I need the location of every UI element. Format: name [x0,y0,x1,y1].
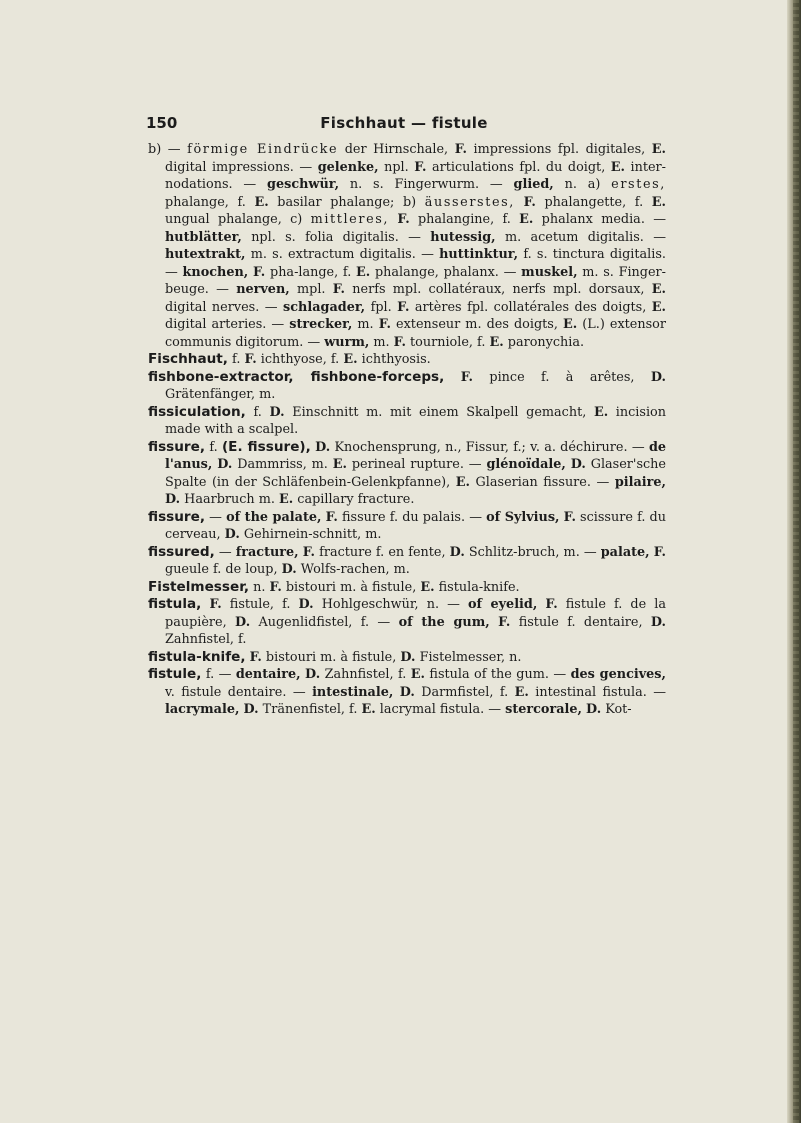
entry-headword: (E. fissure), [221,438,311,455]
entry-text: fpl. [365,299,398,315]
bold-term: of the gum, [398,614,490,630]
entry-headword: fissured, [148,543,215,560]
bold-term: E. [651,194,666,210]
bold-term: F. [269,579,282,595]
bold-term: hutextrakt, [165,247,246,262]
entry-headword: Fischhaut, [148,351,228,367]
bold-term: D. [269,404,285,420]
entry-text: gueule f. de loup, [165,562,282,577]
bold-term: E. [343,352,358,367]
entry-text: äusserstes, [424,194,515,210]
entry-text [515,195,524,210]
bold-term: huttinktur, [439,247,519,262]
entry-text: artères fpl. collatérales des doigts, [409,299,652,315]
entry-text: ichthyosis. [357,352,431,367]
dictionary-entries [148,141,666,719]
entry-text: Hohlgeschwür, n. — [313,597,468,612]
dictionary-entry [148,543,666,579]
bold-term: E. [332,457,347,472]
dictionary-entry [148,578,666,597]
entry-text: förmige Eindrücke [187,142,339,157]
bold-term: hutessig, [430,229,496,245]
bold-term: D. [650,369,666,385]
page-number: 150 [146,114,178,132]
entry-text: fissure f. du palais. — [337,509,487,525]
bold-term: F. [523,194,536,210]
entry-text: Haarbruch m. [180,492,280,507]
bold-term: F. [454,142,467,157]
dictionary-entry [148,351,666,369]
bold-term: E. [489,334,504,350]
entry-text: digital impressions. — [165,159,318,175]
running-head: Fischhaut — fistule [320,114,488,132]
bold-term: glied, [513,177,554,192]
entry-text: — [205,509,227,525]
bold-term: geschwür, [267,177,340,192]
bold-term: E. [651,142,666,157]
bold-term: D. [235,614,251,630]
entry-text: f. [205,439,222,455]
bold-term: of eyelid, [467,597,538,612]
dictionary-entry [148,648,666,667]
entry-text: Dammriss, m. [232,457,333,472]
bold-term: F. [545,597,558,612]
entry-text: n. a) [553,177,612,192]
bold-term: D. [586,702,602,717]
bold-term: E. [593,404,609,420]
bold-term: D. [224,527,240,542]
entry-text: phalanx media. — [533,212,666,227]
bold-term: F. [498,614,511,630]
dictionary-entry [148,368,666,404]
bold-term: E. [610,159,625,175]
entry-text [490,615,498,630]
entry-text: mittleres, [310,212,390,227]
entry-text: npl. s. folia digitalis. — [241,229,431,245]
entry-text [444,370,460,385]
entry-text: Knochensprung, n., Fissur, f.; v. a. déchirure. — [330,439,649,455]
bold-term: strecker, [289,317,353,332]
bold-term: F. [209,597,222,612]
entry-text: pince f. à arêtes, [473,369,651,385]
bold-term: D. [315,439,331,455]
bold-term: D. [400,649,416,665]
entry-text: npl. [378,159,415,175]
entry-text: bistouri m. à fistule, [261,649,401,665]
dictionary-entry [148,508,666,544]
entry-text: der Hirnschale, [338,142,455,157]
page-edge-texture [793,0,799,1123]
entry-headword: fissiculation, [148,403,246,420]
bold-term: nerven, [236,282,290,297]
entry-text: m. s. Finger-beuge. — [165,264,666,297]
entry-text: — [214,544,236,560]
entry-text: Zahnfistel, f. [320,667,411,682]
bold-term: E. [455,474,471,490]
entry-headword: fissure, [148,508,206,525]
entry-text: (L.) extensor communis digitorum. — [165,317,667,350]
entry-text: perineal rupture. — [346,457,487,472]
bold-term: F. [302,544,315,560]
entry-text: paronychia. [503,334,585,350]
bold-term: D. [298,597,314,612]
entry-text: Glaserian fissure. — [470,474,615,490]
page-header [146,114,662,138]
bold-term: dentaire, [235,667,301,682]
entry-text: incision made with a scalpel. [165,404,667,437]
entry-text: fistule f. dentaire, [510,614,651,630]
entry-continuation [148,141,667,351]
entry-text: Kot- [601,702,632,717]
bold-term: F. [378,317,391,332]
bold-term: schlagader, [283,299,366,315]
bold-term: des gencives, [570,667,666,682]
entry-text: fracture f. en fente, [315,544,450,560]
entry-text: phalange, f. [165,194,255,210]
bold-term: D. [570,457,586,472]
entry-text: digital nerves. — [165,299,284,315]
bold-term: F. [653,544,666,560]
entry-text: extenseur m. des doigts, [390,317,563,332]
bold-term: F. [397,212,410,227]
entry-text: impressions fpl. digitales, [466,142,652,157]
entry-text: n. s. Fingerwurm. — [339,177,514,192]
entry-text: phalangette, f. [535,194,652,210]
entry-text: erstes, [611,177,666,192]
entry-text: mpl. [289,282,333,297]
entry-text: n. [249,579,270,595]
dictionary-entry [148,438,667,509]
entry-text: Einschnitt m. mit einem Skalpell gemacht, [284,404,594,420]
entry-text: Zahnfistel, f. [165,632,247,647]
bold-term: E. [410,667,425,682]
bold-term: fracture, [235,544,299,560]
bold-term: D. [243,702,259,717]
bold-term: D. [305,667,321,682]
bold-term: F. [414,159,427,175]
bold-term: D. [449,544,465,560]
entry-headword: fistula-knife, [148,648,246,665]
entry-text: basilar phalange; b) [268,194,425,210]
bold-term: E. [651,282,666,297]
bold-term: of the palate, [226,509,322,525]
entry-text: Gehirnein-schnitt, m. [239,527,382,542]
bold-term: F. [563,509,576,525]
bold-term: stercorale, [505,702,582,717]
bold-term: palate, [600,544,650,560]
bold-term: F. [253,264,266,280]
entry-headword: fissure, [148,438,206,455]
entry-text: Darmfistel, f. [414,684,515,700]
bold-term: knochen, [182,264,249,280]
entry-headword: fistula, [148,596,202,612]
entry-text: f. [245,404,270,420]
bold-term: D. [165,492,181,507]
entry-text: ungual phalange, c) [165,212,311,227]
bold-term: F. [393,334,406,350]
entry-text: f. — [201,667,236,682]
bold-term: of Sylvius, [486,509,560,525]
entry-headword: fistule, [148,666,202,682]
bold-term: D. [650,614,667,630]
bold-term: F. [460,369,473,385]
bold-term: E. [519,212,534,227]
bold-term: F. [249,649,262,665]
entry-text: f. s. tinctura digitalis. — [165,247,666,280]
entry-text: m. [369,334,394,350]
entry-text: inter-nodations. — [165,159,667,192]
bold-term: hutblätter, [165,229,242,245]
dictionary-entry [148,403,667,439]
entry-text: fistule, f. [221,597,299,612]
bold-term: E. [279,492,294,507]
entry-text: phalangine, f. [409,212,520,227]
entry-text: scissure f. du cerveau, [165,509,666,542]
entry-text: lacrymal fistula. — [375,702,506,717]
entry-text: Glaser'sche Spalte (in der Schläfenbein-Gelenkpfanne), [165,457,666,490]
dictionary-entry [148,666,666,719]
entry-text: intestinal fistula. — [528,684,666,700]
bold-term: E. [514,684,529,700]
entry-text: capillary fracture. [293,492,415,507]
entry-text: nerfs mpl. collatéraux, nerfs mpl. dorsaux, [345,282,652,297]
bold-term: gelenke, [317,159,379,175]
bold-term: D. [217,457,233,472]
bold-term: F. [397,299,410,315]
entry-text: bistouri m. à fistule, [281,579,421,595]
bold-term: E. [356,264,371,280]
bold-term: F. [325,509,338,525]
entry-text: ichthyose, f. [256,352,344,367]
entry-text: b) — [148,142,188,157]
bold-term: wurm, [324,334,370,350]
bold-term: pilaire, [614,474,666,490]
bold-term: muskel, [521,264,578,280]
entry-text: Schlitz-bruch, m. — [464,544,601,560]
bold-term: F. [244,352,257,367]
entry-text: m. [352,317,379,332]
entry-text: tourniole, f. [405,334,490,350]
bold-term: E. [254,194,269,210]
entry-text: Tränenfistel, f. [258,702,362,717]
dictionary-entry [148,596,667,649]
bold-term: glénoïdale, [486,457,566,472]
entry-text: Augenlidfistel, f. — [250,614,399,630]
entry-text: f. [227,352,245,367]
bold-term: E. [651,299,666,315]
entry-text: fistula-knife. [434,579,520,595]
bold-term: lacrymale, [165,702,240,717]
entry-text: digital arteries. — [165,317,290,332]
entry-text: articulations fpl. du doigt, [426,159,611,175]
entry-text: Grätenfänger, m. [165,387,276,402]
entry-text: Fistelmesser, n. [415,649,522,665]
entry-text: v. fistule dentaire. — [165,684,313,700]
entry-text: fistula of the gum. — [424,667,571,682]
bold-term: D. [399,684,415,700]
bold-term: E. [361,702,376,717]
bold-term: E. [562,317,578,332]
bold-term: intestinale, [312,684,394,700]
entry-text: fistule f. de la paupière, [165,597,666,630]
bold-term: de l'anus, [165,439,667,472]
entry-text: Wolfs-rachen, m. [296,562,410,577]
entry-text: m. acetum digitalis. — [495,229,666,245]
bold-term: D. [281,562,297,577]
bold-term: F. [332,282,346,297]
entry-text: m. s. extractum digitalis. — [245,247,440,262]
entry-text: pha-lange, f. [265,264,357,280]
bold-term: E. [420,579,435,595]
entry-text: phalange, phalanx. — [370,264,522,280]
entry-headword: Fistelmesser, [148,578,250,595]
entry-headword: fishbone-extractor, fishbone-forceps, [148,368,445,385]
